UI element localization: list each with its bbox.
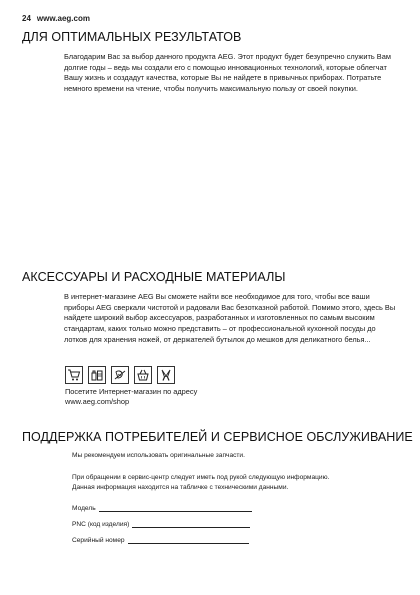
accessory-icon xyxy=(111,366,129,384)
pnc-field xyxy=(72,518,250,528)
section-title-accessories: АКСЕССУАРЫ И РАСХОДНЫЕ МАТЕРИАЛЫ xyxy=(22,270,286,284)
pnc-label: PNC (код изделия) xyxy=(72,521,130,528)
intro-paragraph: Благодарим Вас за выбор данного продукта AEG. Этот продукт будет безупречно служить Вам долгие годы – ведь мы создали его с помощью инновационных технологий, которые облегчат Вашу жизнь и создадут качества, которые Вы не найдете в привычных приборах. Потратьте немного времени на чтение, чтобы получить максимальную пользу от своей покупки. xyxy=(64,52,391,94)
shop-url: www.aeg.com/shop xyxy=(65,397,130,406)
model-label: Модель xyxy=(72,505,96,512)
contact-line-2: Данная информация находится на табличке с техническими данными. xyxy=(72,483,289,491)
serial-line xyxy=(128,536,249,544)
page-number: 24 xyxy=(22,14,31,23)
serial-label: Серийный номер xyxy=(72,537,125,544)
model-field xyxy=(72,502,252,512)
accessories-paragraph: В интернет-магазине AEG Вы сможете найти все необходимое для того, чтобы все ваши приборы AEG сверкали чистотой и радовали Вас безотказной работой. Помимо этого, здесь Вы найдете широкий выбор аксессуаров, разработанных и изготовленных по самым высоким стандартам, каких только можно представить – от профессиональной кухонной посуды до лотков для хранения ножей, от держателей бутылок до мешков для деликатного белья... xyxy=(64,292,396,344)
contact-line-1: При обращении в сервис-центр следует иметь под рукой следующую информацию. xyxy=(72,474,330,481)
pnc-line xyxy=(132,520,250,528)
section-title-results: ДЛЯ ОПТИМАЛЬНЫХ РЕЗУЛЬТАТОВ xyxy=(22,30,242,44)
knife-icon xyxy=(157,366,175,384)
contact-info-text xyxy=(72,473,329,492)
recommend-text: Мы рекомендуем использовать оригинальные запчасти. xyxy=(72,452,245,459)
accessory-icons-row xyxy=(65,366,175,384)
model-line xyxy=(99,504,252,512)
page-header xyxy=(22,14,90,23)
shop-info xyxy=(65,387,197,407)
cleaning-products-icon xyxy=(88,366,106,384)
serial-field xyxy=(72,534,249,544)
cart-icon xyxy=(65,366,83,384)
shopping-basket-icon xyxy=(134,366,152,384)
shop-visit-text: Посетите Интернет-магазин по адресу xyxy=(65,387,198,396)
website-url: www.aeg.com xyxy=(36,14,90,23)
section-title-support: ПОДДЕРЖКА ПОТРЕБИТЕЛЕЙ И СЕРВИСНОЕ ОБСЛУЖИВАНИЕ xyxy=(22,430,413,444)
